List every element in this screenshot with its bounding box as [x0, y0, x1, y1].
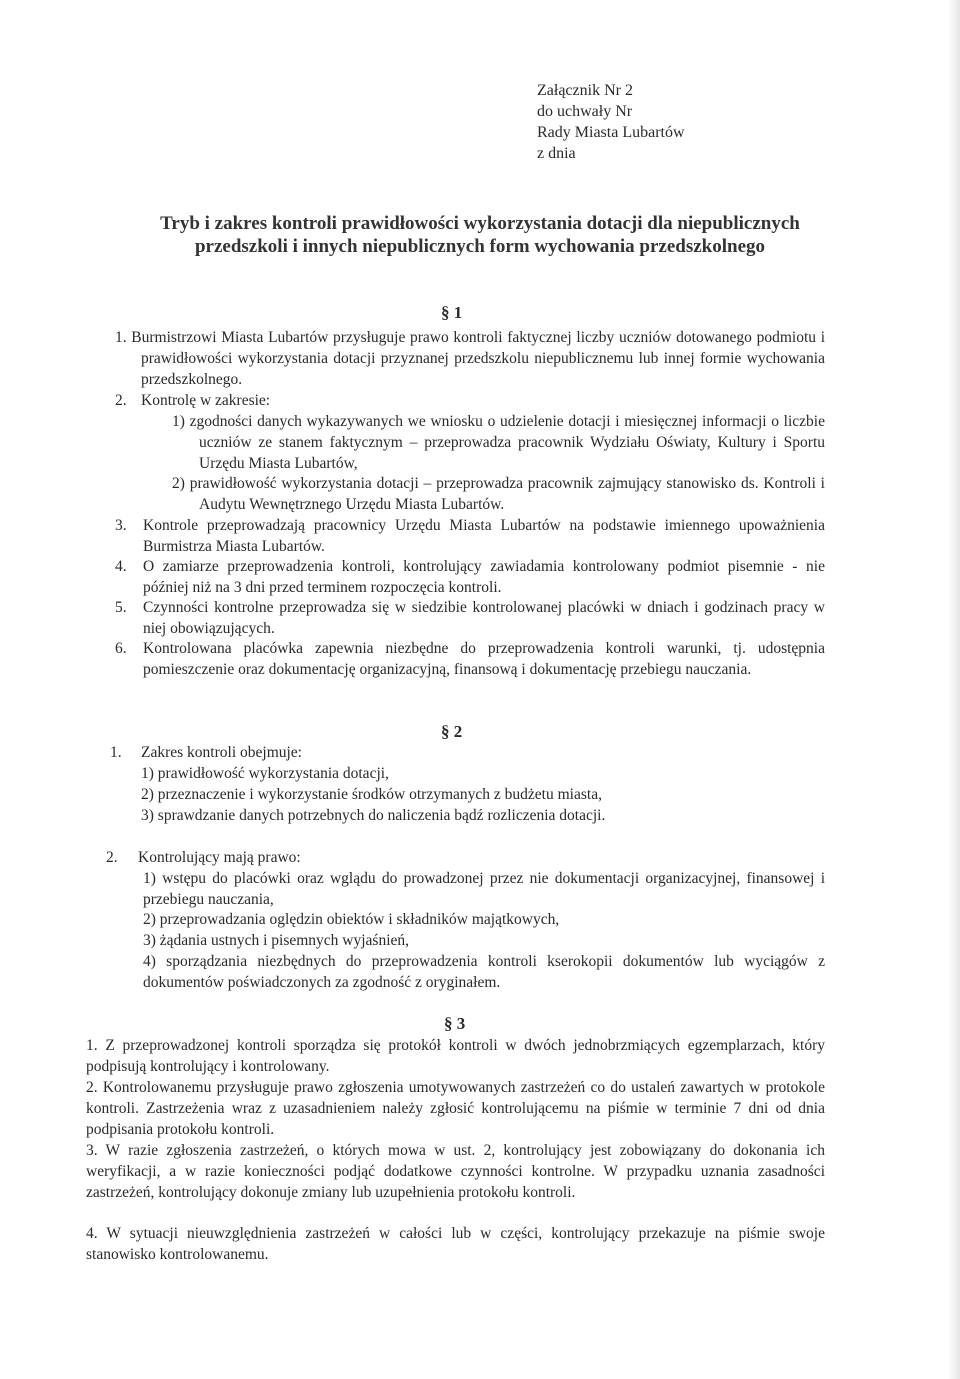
section-1-point-6-number: 6.	[115, 640, 127, 657]
section-2-point-2-sub-3: 3) żądania ustnych i pisemnych wyjaśnień,	[143, 932, 410, 949]
section-1-point-4-text: O zamiarze przeprowadzenia kontroli, kontrolujący zawiadamia kontrolowany podmiot pisemnie - nie później niż na 3 dni przed terminem rozpoczęcia kontroli.	[143, 558, 825, 596]
section-1-point-1	[115, 328, 825, 390]
section-1-point-2-text: Kontrolę w zakresie:	[141, 392, 271, 409]
section-2-point-2-text: Kontrolujący mają prawo:	[138, 849, 301, 866]
section-1-point-6-text: Kontrolowana placówka zapewnia niezbędne do przeprowadzenia kontroli warunki, tj. udostępnia pomieszczenie oraz dokumentację organizacyjną, finansową i dokumentację przebiegu nauczania.	[143, 640, 825, 678]
section-1-point-1-text: 1. Burmistrzowi Miasta Lubartów przysługuje prawo kontroli faktycznej liczby uczniów dotowanego podmiotu i prawidłowości wykorzystania dotacji przyznanej przedszkolu niepublicznemu lub innej formie wychowania przedszkolnego.	[115, 329, 825, 388]
annex-line-4: z dnia	[537, 145, 576, 162]
section-1-point-2-number: 2.	[115, 392, 127, 409]
section-3-point-3: 3. W razie zgłoszenia zastrzeżeń, o których mowa w ust. 2, kontrolujący jest zobowiązany do dokonania ich weryfikacji, a w razie konieczności podjąć dodatkowe czynności kontrolne. W przypadku uznania zasadności zastrzeżeń, kontrolujący dokonuje zmiany lub uzupełnienia protokołu kontroli.	[86, 1142, 825, 1201]
section-1-point-2-sub-1-text: 1) zgodności danych wykazywanych we wniosku o udzielenie dotacji i miesięcznej informacji o liczbie uczniów ze stanem faktycznym – przeprowadza pracownik Wydziału Oświaty, Kultury i Sportu Urzędu Miasta Lubartów,	[172, 413, 825, 472]
section-2-point-1-number: 1.	[110, 744, 122, 761]
annex-header	[537, 80, 685, 164]
section-2-point-1-sub-2: 2) przeznaczenie i wykorzystanie środków otrzymanych z budżetu miasta,	[141, 786, 602, 803]
section-1-heading: § 1	[441, 303, 463, 322]
title-line-1: Tryb i zakres kontroli prawidłowości wykorzystania dotacji dla niepublicznych	[160, 213, 800, 234]
title-line-2: przedszkoli i innych niepublicznych form wychowania przedszkolnego	[194, 236, 766, 257]
section-1-point-5-number: 5.	[115, 599, 127, 616]
section-2-point-2-sub-2: 2) przeprowadzania oględzin obiektów i składników majątkowych,	[143, 911, 560, 928]
section-1-point-4-number: 4.	[115, 558, 127, 575]
section-2-point-2-sub-4: 4) sporządzania niezbędnych do przeprowadzenia kontroli kserokopii dokumentów lub wyciągów z dokumentów poświadczonych za zgodność z oryginałem.	[143, 953, 825, 991]
section-2-point-1-text: Zakres kontroli obejmuje:	[141, 744, 302, 761]
annex-line-1: Załącznik Nr 2	[537, 82, 633, 99]
annex-line-2: do uchwały Nr	[537, 103, 633, 120]
section-3-point-1: 1. Z przeprowadzonej kontroli sporządza się protokół kontroli w dwóch jednobrzmiących egzemplarzach, który podpisują kontrolujący i kontrolowany.	[86, 1037, 825, 1075]
section-2-point-1-sub-3: 3) sprawdzanie danych potrzebnych do naliczenia bądź rozliczenia dotacji.	[141, 807, 606, 824]
section-3-point-4: 4. W sytuacji nieuwzględnienia zastrzeżeń w całości lub w części, kontrolujący przekazuje na piśmie swoje stanowisko kontrolowanemu.	[86, 1225, 825, 1263]
section-2-heading: § 2	[441, 722, 463, 741]
section-1-point-2-sub-2	[172, 474, 825, 516]
section-1-point-2-sub-2-text: 2) prawidłowość wykorzystania dotacji – przeprowadza pracownik zajmujący stanowisko ds. Kontroli i Audytu Wewnętrznego Urzędu Miasta Lubartów.	[172, 475, 825, 513]
section-1-point-2-sub-1	[172, 412, 825, 474]
section-1-point-3-number: 3.	[115, 517, 127, 534]
section-1-point-5-text: Czynności kontrolne przeprowadza się w siedzibie kontrolowanej placówki w dniach i godzinach pracy w niej obowiązujących.	[143, 599, 825, 637]
section-3-point-2: 2. Kontrolowanemu przysługuje prawo zgłoszenia umotywowanych zastrzeżeń co do ustaleń zawartych w protokole kontroli. Zastrzeżenia wraz z uzasadnieniem należy zgłosić kontrolującemu na piśmie w terminie 7 dni od dnia podpisania protokołu kontroli.	[86, 1079, 825, 1138]
section-3-heading: § 3	[444, 1014, 466, 1033]
section-1-point-3-text: Kontrole przeprowadzają pracownicy Urzędu Miasta Lubartów na podstawie imiennego upoważnienia Burmistrza Miasta Lubartów.	[143, 517, 825, 555]
section-2-point-2-number: 2.	[106, 849, 118, 866]
document-title	[80, 212, 880, 258]
annex-line-3: Rady Miasta Lubartów	[537, 124, 685, 141]
section-2-point-1-sub-1: 1) prawidłowość wykorzystania dotacji,	[141, 765, 389, 782]
section-2-point-2-sub-1: 1) wstępu do placówki oraz wglądu do prowadzonej przez nie dokumentacji organizacyjnej, finansowej i przebiegu nauczania,	[143, 870, 825, 908]
scan-edge-shadow	[948, 0, 960, 1379]
